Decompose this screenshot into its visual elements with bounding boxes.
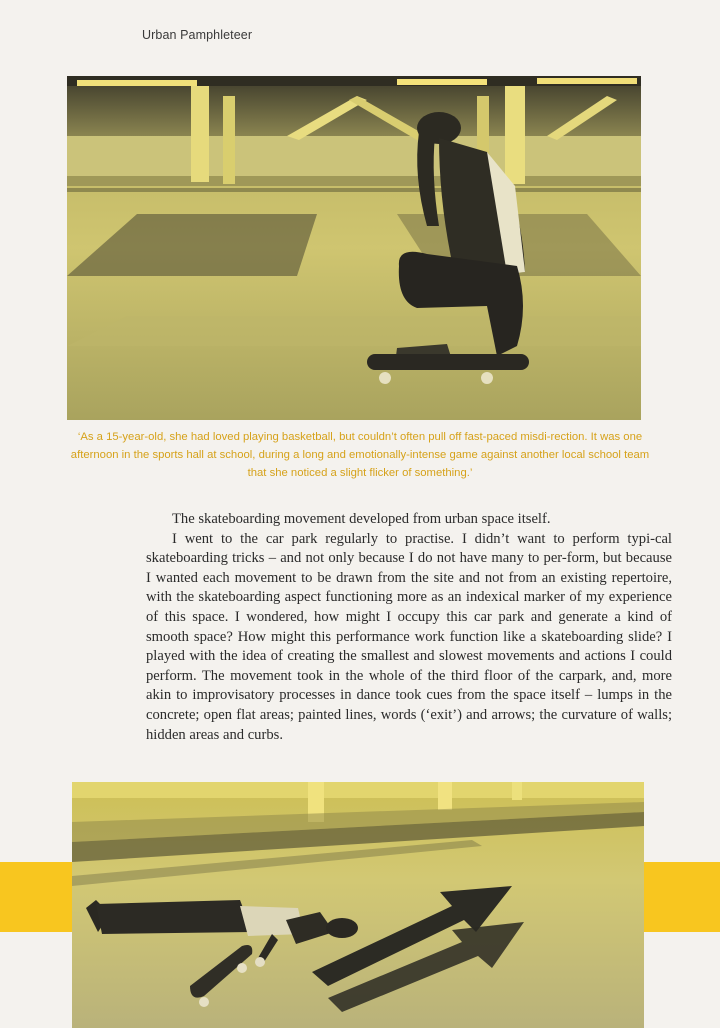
photo-caption: ‘As a 15-year-old, she had loved playing basketball, but couldn’t often pull off fast-paced misdi-rection. It was one afternoon in the sports hall at school, during a long and emotionally-intense game against another local school team that she noticed a slight flicker of something.’: [70, 431, 650, 479]
decorative-yellow-band-left: [0, 862, 72, 932]
body-paragraph: I went to the car park regularly to practise. I didn’t want to perform typi-cal skateboarding tricks – and not only because I do not have many to per-form, but because I wanted each movement to be drawn from the site and not from an existing repertoire, with the skateboarding aspect functioning more as an indexical marker of my experience of this space. I wondered, how might I occupy this car park and generate a kind of smooth space? How might this performance work function like a skateboarding slide? I played with the idea of creating the smallest and slowest movements and actions I could perform. The movement took in the whole of the third floor of the carpark, and, more akin to improvisatory processes in dance took cues from the space itself – lumps in the concrete; open flat areas; painted lines, words (‘exit’) and arrows; the curvature of walls; hidden areas and curbs.: [146, 530, 672, 743]
body-paragraph: The skateboarding movement developed from urban space itself.: [172, 511, 551, 527]
skater-lying-image: [72, 782, 644, 1028]
body-text: [146, 510, 672, 745]
running-head: Urban Pamphleteer: [142, 28, 253, 42]
skater-lying-photo: [72, 782, 644, 1028]
skater-crouching-photo: [67, 76, 641, 420]
skater-crouching-image: [67, 76, 641, 420]
decorative-yellow-band-right: [644, 862, 720, 932]
